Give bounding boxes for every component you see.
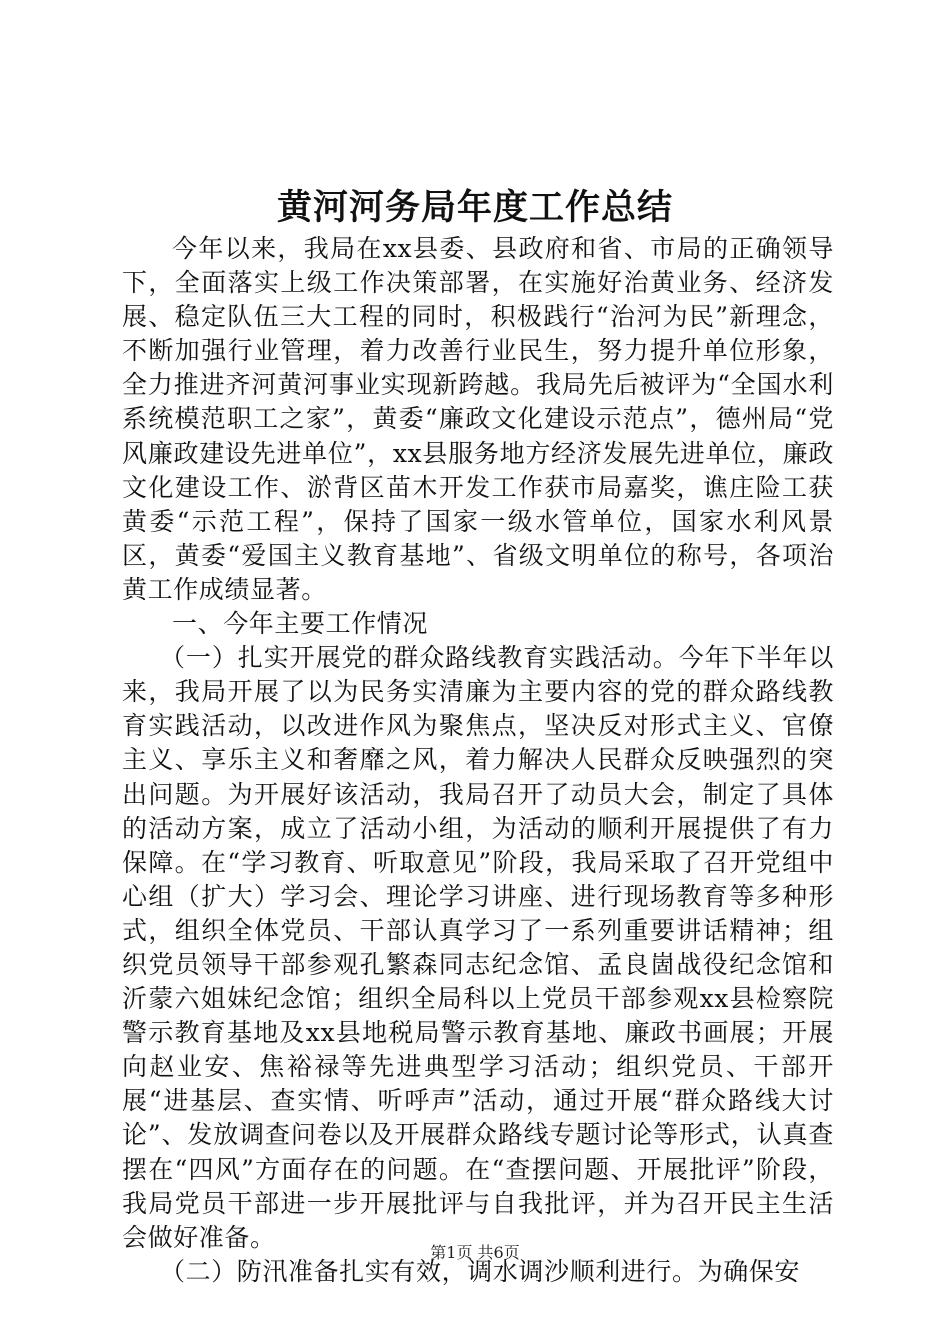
document-title: 黄河河务局年度工作总结 [276,187,673,228]
intro-paragraph: 今年以来，我局在xx县委、县政府和省、市局的正确领导下，全面落实上级工作决策部署，在实施好治黄业务、经济发展、稳定队伍三大工程的同时，积极践行“治河为民”新理念，不断加强行业管理，着力改善行业民生，努力提升单位形象，全力推进齐河黄河事业实现新跨越。我局先后被评为“全国水利系统模范职工之家”，黄委“廉政文化建设示范点”，德州局“党风廉政建设先进单位”，xx县服务地方经济发展先进单位，廉政文化建设工作、淤背区苗木开发工作获市局嘉奖，谯庄险工获黄委“示范工程”，保持了国家一级水管单位，国家水利风景区，黄委“爱国主义教育基地”、省级文明单位的称号，各项治黄工作成绩显著。 [122,234,834,604]
section-paragraph-2: （二）防汛准备扎实有效，调水调沙顺利进行。为确保安 [160,1256,801,1286]
section-heading: 一、今年主要工作情况 [172,609,429,639]
section-paragraph-1: （一）扎实开展党的群众路线教育实践活动。今年下半年以来，我局开展了以为民务实清廉为主要内容的党的群众路线教育实践活动，以改进作风为聚焦点，坚决反对形式主义、官僚主义、享乐主义和奢靡之风，着力解决人民群众反映强烈的突出问题。为开展好该活动，我局召开了动员大会，制定了具体的活动方案，成立了活动小组，为活动的顺利开展提供了有力保障。在“学习教育、听取意见”阶段，我局采取了召开党组中心组（扩大）学习会、理论学习讲座、进行现场教育等多种形式，组织全体党员、干部认真学习了一系列重要讲话精神；组织党员领导干部参观孔繁森同志纪念馆、孟良崮战役纪念馆和沂蒙六姐妹纪念馆；组织全局科以上党员干部参观xx县检察院警示教育基地及xx县地税局警示教育基地、廉政书画展；开展向赵业安、焦裕禄等先进典型学习活动；组织党员、干部开展“进基层、查实情、听呼声”活动，通过开展“群众路线大讨论”、发放调查问卷以及开展群众路线专题讨论等形式，认真查摆在“四风”方面存在的问题。在“查摆问题、开展批评”阶段，我局党员干部进一步开展批评与自我批评，并为召开民主生活会做好准备。 [122,643,834,1252]
document-body [122,232,834,1289]
page-footer: 第1页 共6页 [430,1243,520,1262]
